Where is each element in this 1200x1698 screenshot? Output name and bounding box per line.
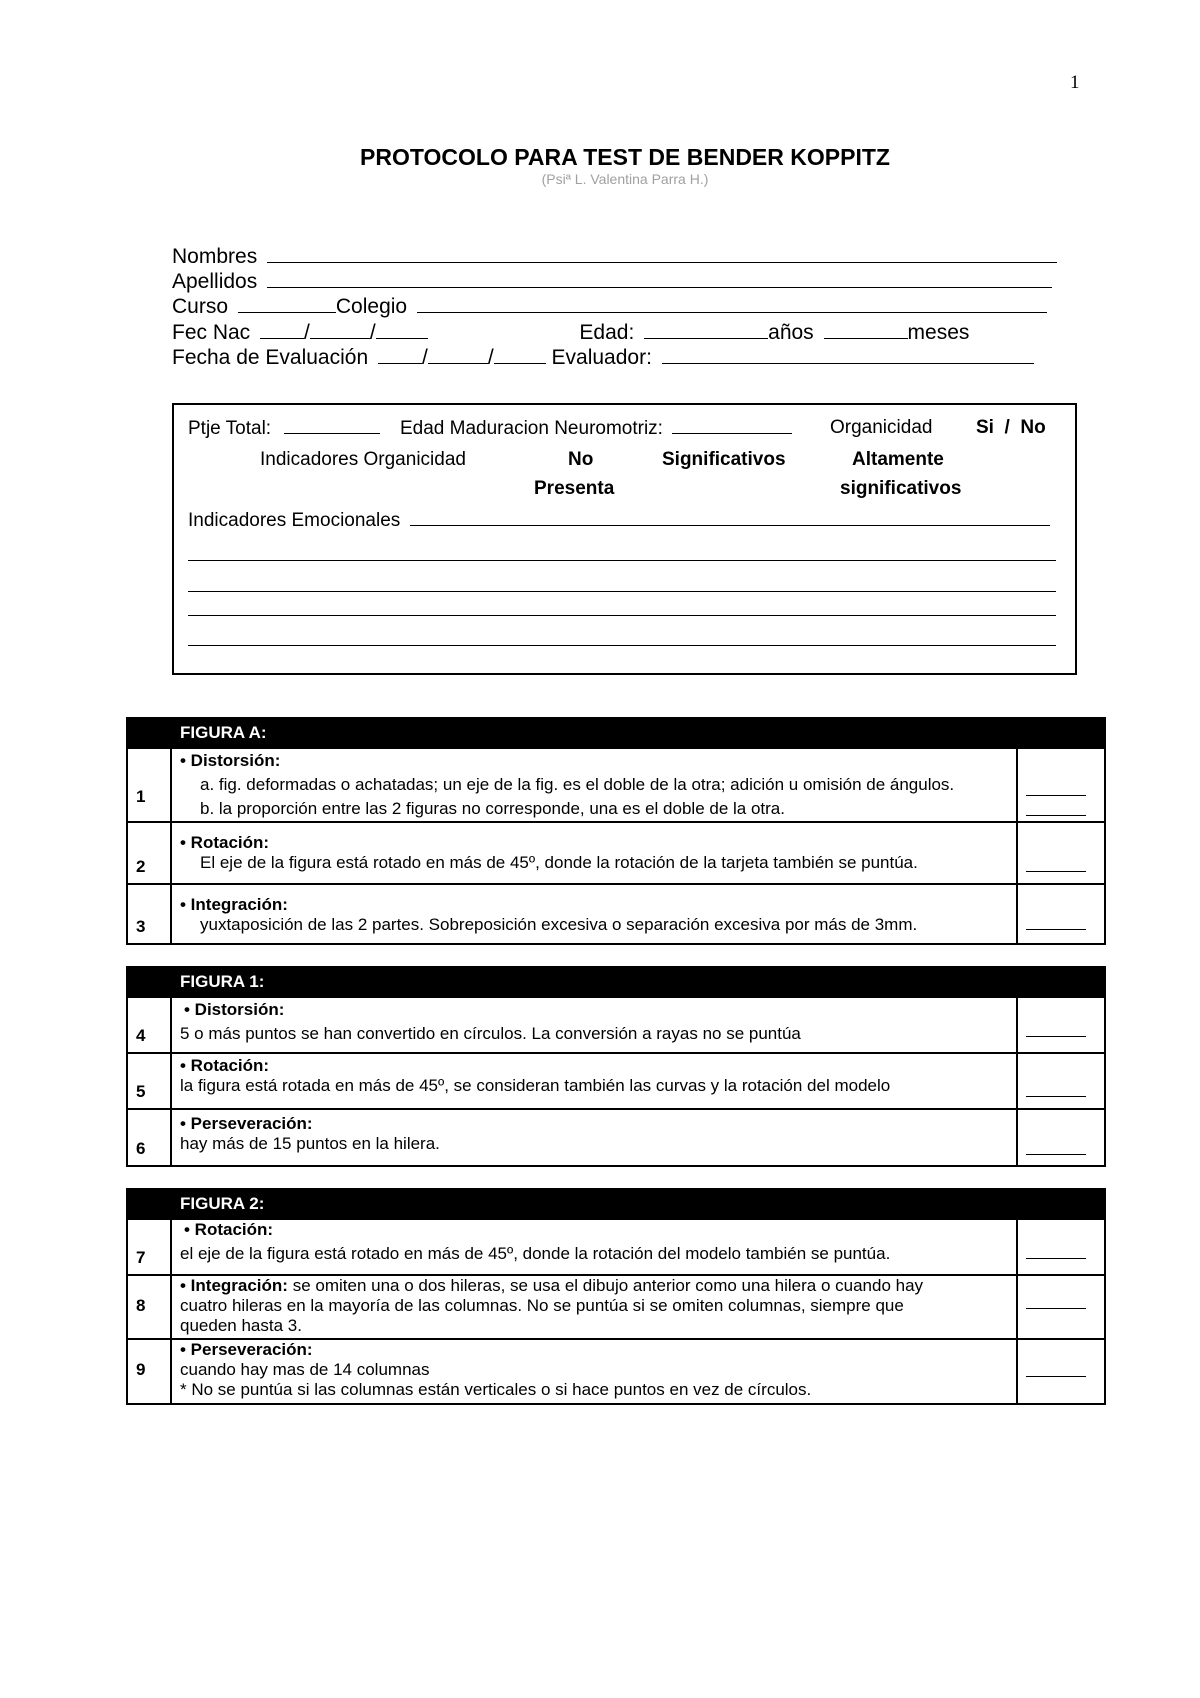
row-line: b. la proporción entre las 2 figuras no corresponde, una es el doble de la otra.	[200, 799, 785, 818]
score-cell[interactable]	[1016, 1054, 1104, 1108]
row-text	[180, 751, 1008, 819]
score-blank[interactable]	[1026, 1036, 1086, 1037]
row-heading: • Rotación:	[180, 833, 270, 852]
ptje-total-blank[interactable]	[284, 417, 380, 434]
fec-nac-year-blank[interactable]	[376, 318, 428, 339]
edad-anos-blank[interactable]	[644, 318, 768, 339]
score-cell[interactable]	[1016, 749, 1104, 821]
edad-meses-blank[interactable]	[824, 318, 908, 339]
slash: /	[369, 321, 376, 344]
row-heading: • Rotación:	[180, 1056, 270, 1075]
notes-line[interactable]	[188, 615, 1056, 616]
row-text	[180, 1220, 1008, 1264]
table-row	[128, 747, 1104, 821]
ind-emocionales-blank[interactable]	[410, 509, 1050, 526]
fecha-evaluacion-label: Fecha de Evaluación	[172, 346, 369, 369]
evaluador-label: Evaluador:	[551, 346, 652, 369]
apellidos-field[interactable]	[172, 267, 1052, 293]
row-heading: • Perseveración:	[180, 1340, 313, 1359]
section-header	[128, 719, 1104, 747]
score-cell[interactable]	[1016, 823, 1104, 883]
table-row	[128, 996, 1104, 1052]
fec-nac-label: Fec Nac	[172, 321, 251, 344]
organicidad-label: Organicidad	[830, 417, 933, 438]
score-blank[interactable]	[1026, 795, 1086, 796]
row-text	[180, 1056, 1008, 1096]
score-blank[interactable]	[1026, 871, 1086, 872]
row-line: la figura está rotada en más de 45º, se consideran también las curvas y la rotación del modelo	[180, 1076, 891, 1095]
table-row	[128, 1218, 1104, 1274]
row-number: 6	[128, 1110, 172, 1165]
score-blank[interactable]	[1026, 815, 1086, 816]
figura-2-section	[126, 1188, 1106, 1405]
row-text	[180, 895, 1008, 935]
row-text	[180, 1000, 1008, 1044]
row-number: 2	[128, 823, 172, 883]
fecha-eval-month-blank[interactable]	[428, 343, 488, 364]
score-blank[interactable]	[1026, 1154, 1086, 1155]
table-row	[128, 821, 1104, 883]
altamente-label: Altamente	[852, 449, 944, 470]
section-title: FIGURA 1:	[180, 972, 265, 991]
ind-emocionales-label: Indicadores Emocionales	[188, 510, 401, 531]
row-number: 8	[128, 1276, 172, 1338]
row-number: 9	[128, 1340, 172, 1403]
curso-label: Curso	[172, 295, 229, 318]
edad-label: Edad:	[579, 321, 635, 344]
section-title: FIGURA 2:	[180, 1194, 265, 1213]
score-cell[interactable]	[1016, 1220, 1104, 1274]
row-line: * No se puntúa si las columnas están verticales o si hace puntos en vez de círculos.	[180, 1380, 812, 1399]
meses-label: meses	[907, 321, 970, 344]
row-line: el eje de la figura está rotado en más de 45º, donde la rotación del modelo también se puntúa.	[180, 1244, 891, 1263]
row-text	[180, 1340, 1008, 1400]
table-row	[128, 1274, 1104, 1338]
curso-blank[interactable]	[238, 292, 336, 313]
section-header	[128, 1190, 1104, 1218]
score-blank[interactable]	[1026, 1258, 1086, 1259]
nombres-field[interactable]	[172, 242, 1057, 268]
row-heading: • Integración:	[180, 895, 288, 914]
fecha-evaluacion-field[interactable]	[172, 343, 1034, 369]
altamente-significativos-label: significativos	[840, 478, 962, 499]
row-number: 4	[128, 998, 172, 1052]
table-row	[128, 1338, 1104, 1403]
ptje-total-label: Ptje Total:	[188, 418, 272, 439]
notes-line[interactable]	[188, 591, 1056, 592]
section-header	[128, 968, 1104, 996]
fec-nac-day-blank[interactable]	[260, 318, 304, 339]
edad-madur-label: Edad Maduracion Neuromotriz:	[400, 418, 663, 439]
colegio-blank[interactable]	[417, 292, 1047, 313]
row-heading: • Distorsión:	[184, 1000, 285, 1019]
apellidos-label: Apellidos	[172, 270, 258, 293]
evaluador-blank[interactable]	[662, 343, 1034, 364]
row-line: El eje de la figura está rotado en más de 45º, donde la rotación de la tarjeta también se puntúa.	[200, 853, 918, 872]
fecha-eval-day-blank[interactable]	[378, 343, 422, 364]
row-heading: • Integración:	[180, 1276, 288, 1295]
table-row	[128, 1052, 1104, 1108]
fec-nac-month-blank[interactable]	[310, 318, 370, 339]
score-cell[interactable]	[1016, 998, 1104, 1052]
row-line: a. fig. deformadas o achatadas; un eje de la fig. es el doble de la otra; adición u omisión de ángulos.	[200, 775, 955, 794]
author: (Psiª L. Valentina Parra H.)	[541, 171, 709, 187]
score-blank[interactable]	[1026, 929, 1086, 930]
row-line: cuando hay mas de 14 columnas	[180, 1360, 430, 1379]
nombres-label: Nombres	[172, 245, 258, 268]
section-title: FIGURA A:	[180, 723, 267, 742]
significativos-label: Significativos	[662, 449, 786, 470]
score-blank[interactable]	[1026, 1096, 1086, 1097]
figura-a-section	[126, 717, 1106, 945]
figura-1-section	[126, 966, 1106, 1167]
row-number: 7	[128, 1220, 172, 1274]
no-label: No	[568, 449, 594, 470]
page-number: 1	[1070, 72, 1080, 93]
row-heading: • Rotación:	[184, 1220, 274, 1239]
colegio-label: Colegio	[335, 295, 408, 318]
edad-madur-field[interactable]	[400, 417, 792, 440]
ind-emocionales-field[interactable]	[188, 509, 1050, 532]
row-line: se omiten una o dos hileras, se usa el dibujo anterior como una hilera o cuando hay	[287, 1276, 924, 1295]
organicidad-si-no[interactable]: Si / No	[976, 417, 1046, 438]
row-heading: • Perseveración:	[180, 1114, 313, 1133]
score-cell[interactable]	[1016, 1340, 1104, 1403]
score-blank[interactable]	[1026, 1376, 1086, 1377]
table-row	[128, 883, 1104, 943]
row-line: yuxtaposición de las 2 partes. Sobreposición excesiva o separación excesiva por más de 3mm.	[200, 915, 918, 934]
score-cell[interactable]	[1016, 885, 1104, 943]
summary-box	[172, 403, 1077, 675]
table-row	[128, 1108, 1104, 1165]
row-text	[180, 1276, 1008, 1336]
row-line: hay más de 15 puntos en la hilera.	[180, 1134, 440, 1153]
row-line: cuatro hileras en la mayoría de las columnas. No se puntúa si se omiten columnas, siempre que	[180, 1296, 904, 1315]
score-cell[interactable]	[1016, 1276, 1104, 1338]
row-text	[180, 1114, 1008, 1154]
curso-field[interactable]	[172, 292, 1047, 318]
notes-line[interactable]	[188, 560, 1056, 561]
presenta-label: Presenta	[534, 478, 615, 499]
fec-nac-field[interactable]	[172, 318, 969, 344]
slash: /	[487, 346, 494, 369]
row-number: 5	[128, 1054, 172, 1108]
row-heading: • Distorsión:	[180, 751, 281, 770]
ptje-total-field[interactable]	[188, 417, 380, 440]
anos-label: años	[768, 321, 814, 344]
ind-organicidad-label: Indicadores Organicidad	[260, 449, 466, 470]
row-number: 3	[128, 885, 172, 943]
apellidos-blank[interactable]	[267, 267, 1052, 288]
slash: /	[304, 321, 310, 344]
page-title: PROTOCOLO PARA TEST DE BENDER KOPPITZ	[360, 144, 890, 170]
score-cell[interactable]	[1016, 1110, 1104, 1165]
fecha-eval-year-blank[interactable]	[494, 343, 546, 364]
edad-madur-blank[interactable]	[672, 417, 792, 434]
row-line: 5 o más puntos se han convertido en círculos. La conversión a rayas no se puntúa	[180, 1024, 801, 1043]
notes-line[interactable]	[188, 645, 1056, 646]
slash: /	[421, 346, 428, 369]
row-line: queden hasta 3.	[180, 1316, 302, 1335]
row-number: 1	[128, 749, 172, 821]
row-text	[180, 833, 1008, 873]
nombres-blank[interactable]	[267, 242, 1057, 263]
score-blank[interactable]	[1026, 1308, 1086, 1309]
